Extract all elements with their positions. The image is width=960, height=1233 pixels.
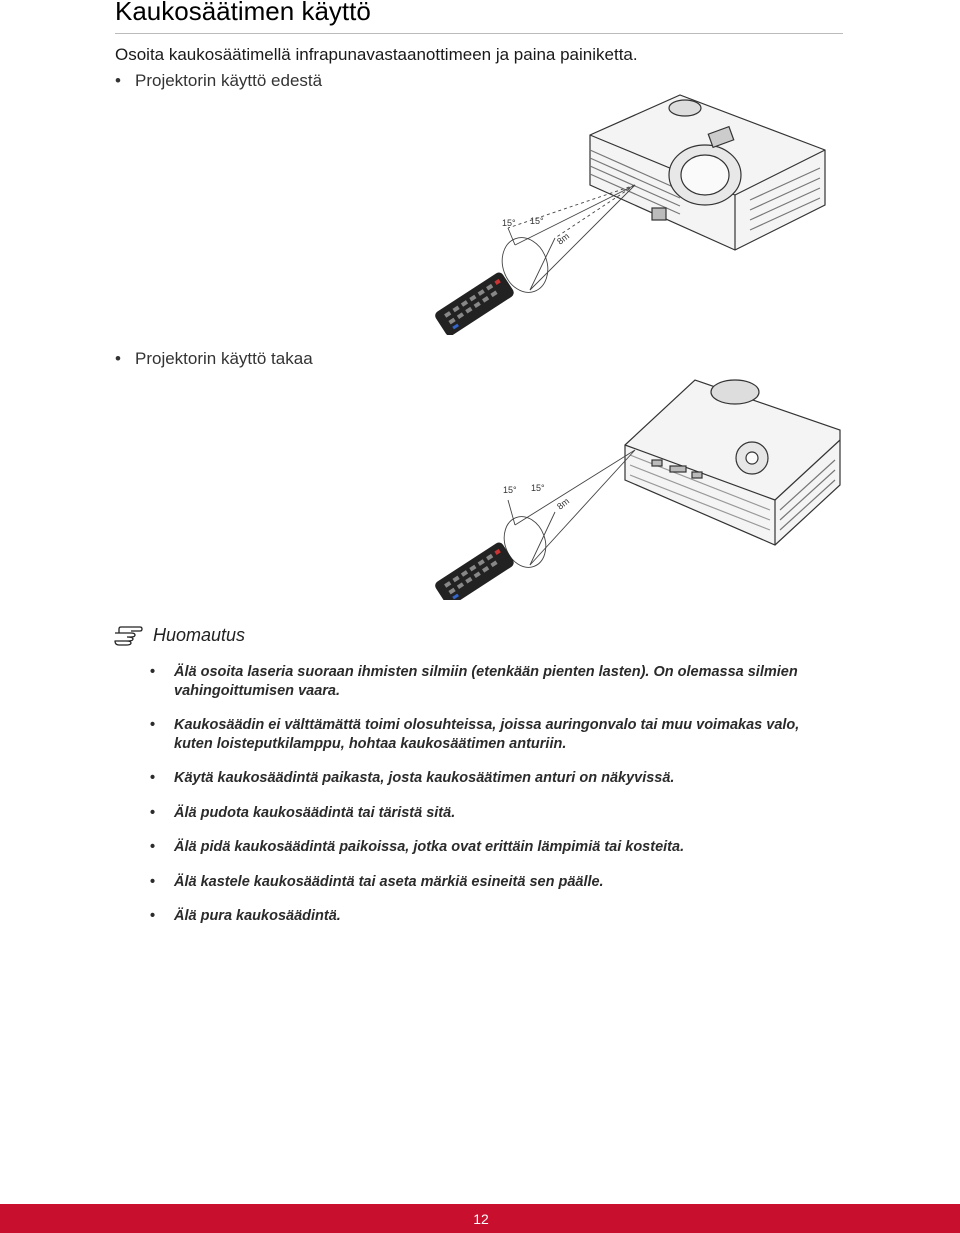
note-heading bbox=[113, 624, 245, 646]
bullet: • bbox=[115, 71, 121, 90]
title-divider bbox=[115, 33, 843, 34]
pointing-hand-icon bbox=[113, 624, 143, 646]
section-front-label: Projektorin käyttö edestä bbox=[135, 71, 323, 90]
angle-left-label: 15° bbox=[503, 485, 517, 495]
angle-right-label: 15° bbox=[531, 483, 545, 493]
page-number: 12 bbox=[473, 1210, 489, 1227]
note-item: • Kaukosäädin ei välttämättä toimi olosuhteissa, joissa auringonvalo tai muu voimakas valo, kuten loisteputkilamppu, hohtaa kaukosäätimen anturiin. bbox=[150, 717, 800, 752]
note-item: • Älä kastele kaukosäädintä tai aseta märkiä esineitä sen päälle. bbox=[150, 873, 604, 890]
note-list bbox=[150, 663, 840, 942]
section-rear-label: Projektorin käyttö takaa bbox=[135, 349, 313, 368]
page-title: Kaukosäätimen käyttö bbox=[115, 0, 371, 26]
distance-label: 8m bbox=[555, 230, 572, 247]
intro-text: Osoita kaukosäätimellä infrapunavastaanottimeen ja paina painiketta. bbox=[115, 45, 638, 64]
note-item: • Älä pudota kaukosäädintä tai täristä sitä. bbox=[150, 804, 456, 821]
section-front-heading bbox=[115, 71, 322, 91]
remote-control-icon bbox=[433, 271, 515, 335]
note-heading-label: Huomautus bbox=[153, 624, 246, 645]
page-footer bbox=[0, 1204, 960, 1233]
bullet: • bbox=[115, 349, 121, 368]
projector-front-illustration bbox=[430, 90, 830, 335]
note-item: • Älä osoita laseria suoraan ihmisten silmiin (etenkään pienten lasten). On olemassa silmien vahingoittumisen vaara. bbox=[150, 664, 798, 699]
note-item: • Älä pidä kaukosäädintä paikoissa, jotka ovat erittäin lämpimiä tai kosteita. bbox=[150, 839, 685, 855]
distance-label: 8m bbox=[555, 495, 572, 512]
note-item: • Älä pura kaukosäädintä. bbox=[150, 908, 341, 924]
note-item: • Käytä kaukosäädintä paikasta, josta kaukosäätimen anturi on näkyvissä. bbox=[150, 770, 675, 786]
remote-control-icon bbox=[433, 541, 515, 600]
section-rear-heading bbox=[115, 349, 313, 369]
angle-right-label: 15° bbox=[530, 216, 544, 226]
angle-left-label: 15° bbox=[502, 218, 516, 228]
projector-rear-illustration bbox=[430, 370, 850, 600]
